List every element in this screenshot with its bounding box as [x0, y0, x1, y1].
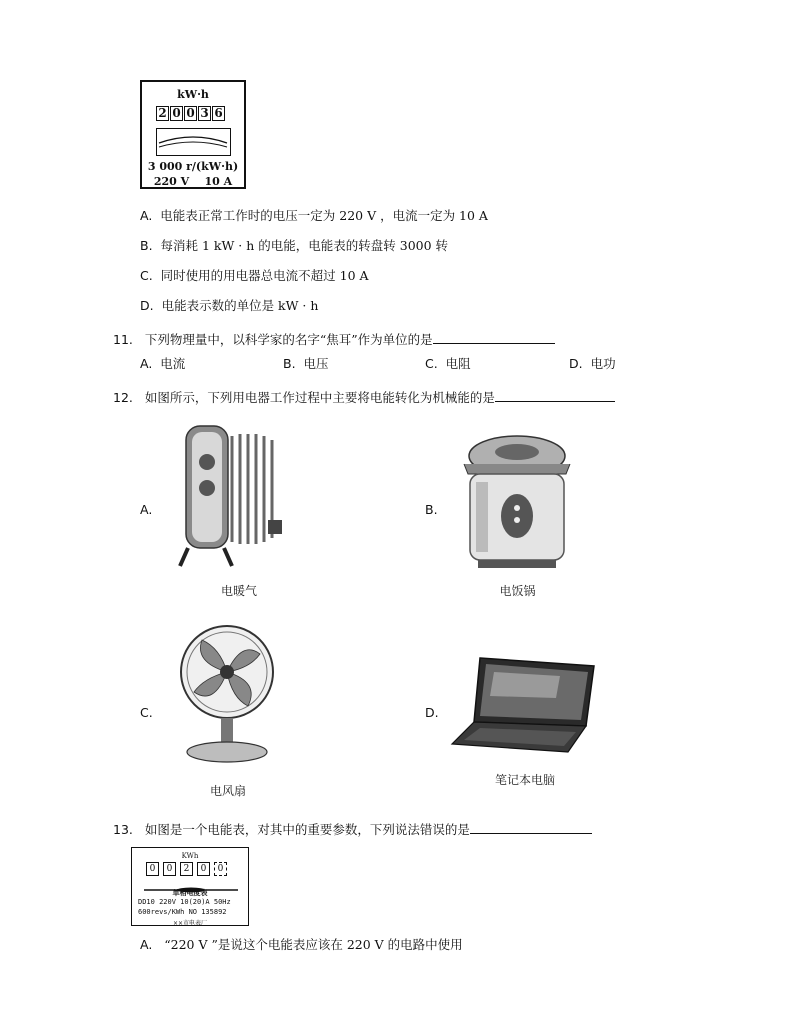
meter-reading — [146, 862, 227, 876]
meter-digit: 0 — [146, 862, 159, 876]
meter-digit: 2 — [156, 106, 169, 121]
question-text: 如图是一个电能表，对其中的重要参数，下列说法错误的是 — [144, 822, 470, 837]
option-letter: A. — [140, 937, 153, 952]
option-row — [425, 356, 471, 372]
question-number: 12. — [113, 390, 133, 405]
energy-meter-figure-2 — [131, 847, 249, 926]
rice-cooker-icon — [458, 428, 576, 574]
option-row — [569, 356, 616, 372]
option-row — [140, 298, 318, 314]
meter-digit: 6 — [212, 106, 225, 121]
meter-model-spec: DD10 220V 10(20)A 50Hz — [138, 898, 231, 906]
laptop-icon — [450, 652, 598, 760]
question-stem — [113, 389, 615, 406]
option-letter: C. — [140, 268, 153, 283]
option-row — [283, 356, 329, 372]
meter-digit: 3 — [198, 106, 211, 121]
figure-caption: 电暖气 — [220, 584, 257, 598]
meter-digit: 0 — [184, 106, 197, 121]
figure-caption: 电风扇 — [209, 784, 246, 798]
option-letter: B. — [283, 356, 296, 371]
option-letter: A. — [140, 356, 153, 371]
meter-manufacturer: ××市电表厂 — [172, 920, 208, 927]
option-row — [140, 238, 448, 254]
meter-reading — [156, 106, 225, 121]
question-number: 13. — [113, 822, 133, 837]
option-text: 电压 — [303, 356, 329, 371]
question-stem — [113, 331, 555, 348]
question-stem — [113, 821, 592, 838]
question-number: 11. — [113, 332, 133, 347]
answer-blank — [470, 821, 592, 834]
option-row — [140, 937, 463, 953]
question-text: 下列物理量中，以科学家的名字“焦耳”作为单位的是 — [144, 332, 433, 347]
figure-caption: 笔记本电脑 — [494, 773, 555, 787]
meter-digit: 2 — [180, 862, 193, 876]
option-text: 电能表正常工作时的电压一定为 220 V ，电流一定为 10 A — [160, 208, 488, 223]
option-letter: A. — [140, 208, 153, 223]
option-row — [140, 268, 369, 284]
option-text: 电功 — [590, 356, 616, 371]
option-text: 电流 — [160, 356, 186, 371]
meter-digit: 0 — [170, 106, 183, 121]
meter-title: 单相电度表 — [172, 888, 208, 897]
oil-heater-icon — [178, 420, 288, 570]
option-letter: C. — [140, 705, 153, 720]
option-letter: D. — [140, 298, 154, 313]
option-text: 每消耗 1 kW · h 的电能，电能表的转盘转 3000 转 — [160, 238, 449, 253]
option-text: 电阻 — [445, 356, 471, 371]
figure-caption: 电饭锅 — [499, 584, 536, 598]
question-text: 如图所示，下列用电器工作过程中主要将电能转化为机械能的是 — [144, 390, 495, 405]
electric-fan-icon — [172, 622, 282, 768]
option-letter: D. — [569, 356, 583, 371]
meter-revolutions-spec: 600revs/KWh NO 135892 — [138, 908, 227, 916]
energy-meter-figure — [140, 80, 246, 189]
meter-dial-icon — [156, 128, 231, 156]
meter-digit: 0 — [163, 862, 176, 876]
answer-blank — [495, 389, 615, 402]
option-row — [140, 208, 488, 224]
meter-unit-label: KWh — [181, 852, 199, 860]
answer-blank — [433, 331, 555, 344]
option-text: “220 V ”是说这个电能表应该在 220 V 的电路中使用 — [164, 937, 463, 952]
option-letter: D. — [425, 705, 439, 720]
option-letter: B. — [425, 502, 438, 517]
option-row — [140, 356, 185, 372]
meter-digit: 0 — [214, 862, 227, 876]
meter-revolutions-spec: 3 000 r/(kW·h) — [147, 160, 239, 173]
option-text: 电能表示数的单位是 kW · h — [161, 298, 319, 313]
option-text: 同时使用的用电器总电流不超过 10 A — [160, 268, 369, 283]
meter-unit-label: kW·h — [177, 88, 209, 101]
option-letter: C. — [425, 356, 438, 371]
meter-digit: 0 — [197, 862, 210, 876]
option-letter: B. — [140, 238, 153, 253]
meter-voltage-current-spec: 220 V 10 A — [153, 175, 233, 188]
option-letter: A. — [140, 502, 153, 517]
